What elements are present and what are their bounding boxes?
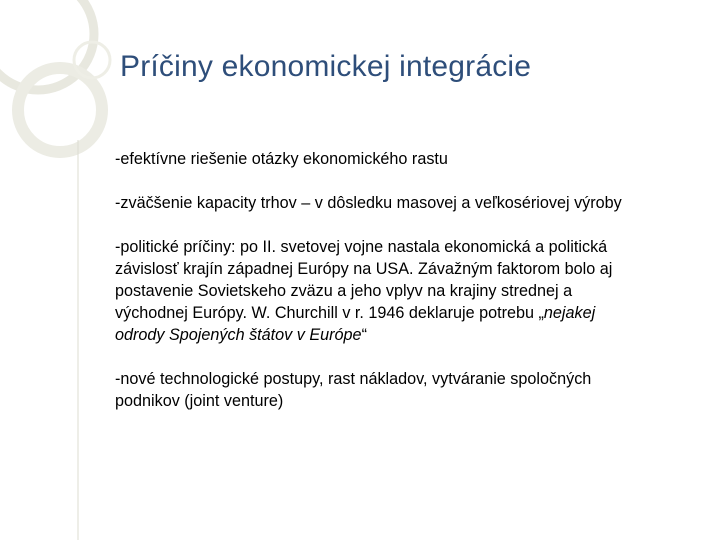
slide-body [115, 148, 630, 412]
bullet-paragraph-markets: -zväčšenie kapacity trhov – v dôsledku masovej a veľkosériovej výroby [115, 194, 622, 212]
churchill-quote: nejakej odrody Spojených štátov v Európe [115, 304, 596, 344]
political-text: -politické príčiny: po II. svetovej vojne nastala ekonomická a politická závislosť krajín západnej Európy na USA. Závažným faktorom bolo aj postavenie Sovietskeho zväzu a jeho vplyv na krajiny strednej a východnej Európy. W. Churchill v r. 1946 deklaruje potrebu „ [115, 238, 613, 322]
bullet-paragraph-growth: -efektívne riešenie otázky ekonomického rastu [115, 150, 448, 168]
bullet-paragraph-political [115, 236, 630, 346]
closing-quote-mark: “ [361, 326, 367, 344]
bullet-paragraph-technology: -nové technologické postupy, rast nákladov, vytváranie spoločných podnikov (joint venture) [115, 370, 592, 410]
slide-title: Príčiny ekonomickej integrácie [120, 50, 532, 83]
